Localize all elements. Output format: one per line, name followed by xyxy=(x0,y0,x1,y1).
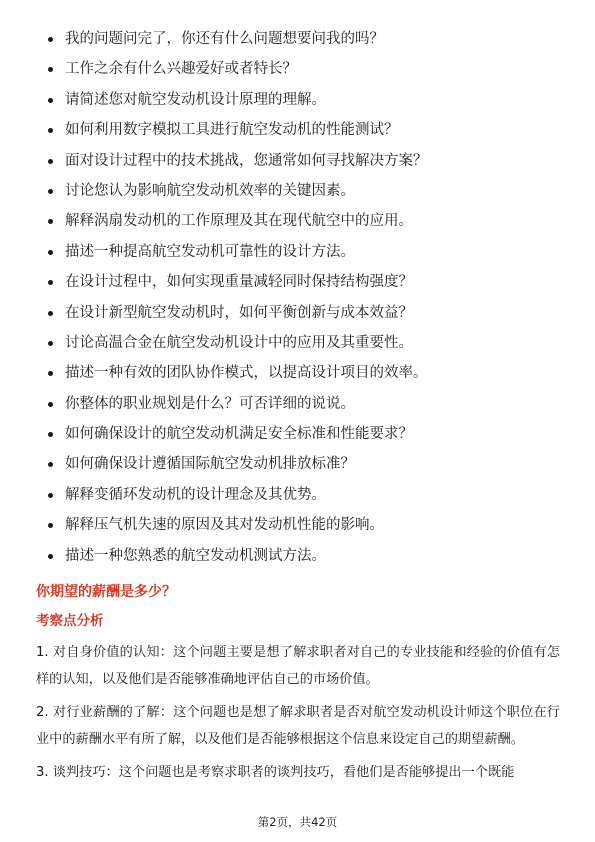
analysis-point-1: 1. 对自身价值的认知：这个问题主要是想了解求职者对自己的专业技能和经验的价值有怎样的认知，以及他们是否能够准确地评估自己的市场价值。 xyxy=(36,645,560,687)
bullet-icon xyxy=(48,311,53,316)
bullet-icon xyxy=(48,98,53,103)
bullet-icon xyxy=(48,402,53,407)
bullet-icon xyxy=(48,67,53,72)
question-text: 请简述您对航空发动机设计原理的理解。 xyxy=(65,91,326,108)
question-item xyxy=(48,510,568,540)
question-text: 解释涡扇发动机的工作原理及其在现代航空中的应用。 xyxy=(65,213,413,230)
question-text: 我的问题问完了，你还有什么问题想要问我的吗？ xyxy=(65,31,384,47)
question-item xyxy=(48,176,568,206)
bullet-icon xyxy=(48,554,53,559)
bullet-icon xyxy=(48,432,53,437)
question-item xyxy=(48,328,568,358)
analysis-point-2: 2. 对行业薪酬的了解：这个问题也是想了解求职者是否对航空发动机设计师这个职位在行业中的薪酬水平有所了解，以及他们是否能够根据这个信息来设定自己的期望薪酬。 xyxy=(36,705,560,747)
question-item xyxy=(48,267,568,297)
question-item xyxy=(48,115,568,145)
question-text: 如何确保设计遵循国际航空发动机排放标准？ xyxy=(65,456,355,473)
question-text: 你整体的职业规划是什么？可否详细的说说。 xyxy=(65,395,355,412)
question-text: 解释变循环发动机的设计理念及其优势。 xyxy=(65,486,326,503)
bullet-icon xyxy=(48,37,53,42)
bullet-icon xyxy=(48,462,53,467)
bullet-icon xyxy=(48,493,53,498)
analysis-heading: 考察点分析 xyxy=(36,613,104,629)
question-item xyxy=(48,24,568,54)
bullet-icon xyxy=(48,128,53,133)
question-item xyxy=(48,541,568,571)
bullet-icon xyxy=(48,189,53,194)
question-text: 解释压气机失速的原因及其对发动机性能的影响。 xyxy=(65,517,384,534)
question-item xyxy=(48,480,568,510)
bullet-icon xyxy=(48,159,53,164)
question-text: 在设计新型航空发动机时，如何平衡创新与成本效益？ xyxy=(65,304,413,321)
question-text: 如何确保设计的航空发动机满足安全标准和性能要求？ xyxy=(65,426,413,443)
question-item xyxy=(48,358,568,388)
bullet-icon xyxy=(48,219,53,224)
salary-question-heading: 你期望的薪酬是多少？ xyxy=(36,584,176,600)
question-text: 描述一种提高航空发动机可靠性的设计方法。 xyxy=(65,243,355,260)
question-item xyxy=(48,206,568,236)
question-item xyxy=(48,419,568,449)
bullet-icon xyxy=(48,371,53,376)
question-text: 在设计过程中，如何实现重量减轻同时保持结构强度？ xyxy=(65,274,413,291)
question-list xyxy=(48,24,568,571)
question-text: 描述一种您熟悉的航空发动机测试方法。 xyxy=(65,547,326,564)
question-item xyxy=(48,298,568,328)
page-footer: 第2页，共42页 xyxy=(257,815,338,829)
question-text: 面对设计过程中的技术挑战，您通常如何寻找解决方案？ xyxy=(65,152,428,169)
question-text: 讨论您认为影响航空发动机效率的关键因素。 xyxy=(65,182,355,199)
analysis-points xyxy=(36,639,560,792)
question-text: 讨论高温合金在航空发动机设计中的应用及其重要性。 xyxy=(65,334,413,351)
bullet-icon xyxy=(48,341,53,346)
question-item xyxy=(48,54,568,84)
bullet-icon xyxy=(48,523,53,528)
question-item xyxy=(48,389,568,419)
question-item xyxy=(48,237,568,267)
question-text: 如何利用数字模拟工具进行航空发动机的性能测试？ xyxy=(65,122,399,139)
question-item xyxy=(48,449,568,479)
question-item xyxy=(48,146,568,176)
question-text: 描述一种有效的团队协作模式，以提高设计项目的效率。 xyxy=(65,365,428,382)
bullet-icon xyxy=(48,250,53,255)
question-item xyxy=(48,85,568,115)
analysis-point-3: 3. 谈判技巧：这个问题也是考察求职者的谈判技巧，看他们是否能够提出一个既能 xyxy=(36,765,515,780)
question-text: 工作之余有什么兴趣爱好或者特长？ xyxy=(65,61,297,78)
bullet-icon xyxy=(48,280,53,285)
